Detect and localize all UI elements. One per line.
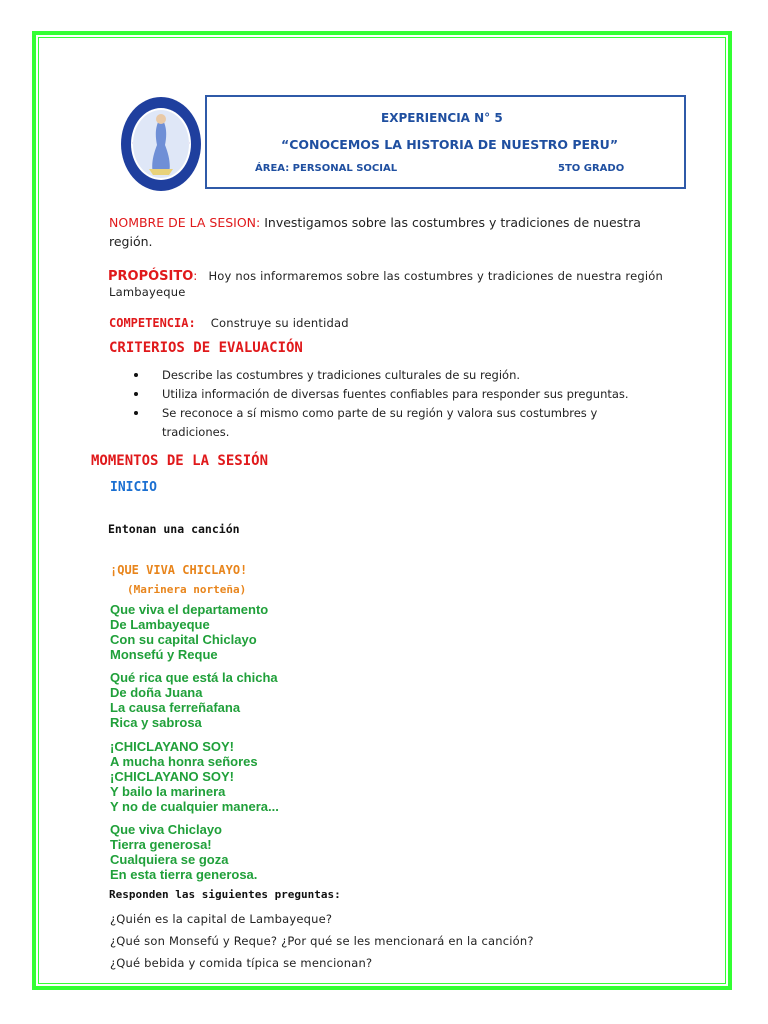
song-line: Y no de cualquier manera...: [110, 799, 279, 814]
purpose-label: PROPÓSITO: [108, 269, 194, 284]
song-line: La causa ferreñafana: [110, 700, 241, 715]
questions-title: Responden las siguientes preguntas:: [109, 888, 341, 901]
purpose: [108, 265, 663, 284]
moments-title: MOMENTOS DE LA SESIÓN: [91, 453, 269, 469]
session-header-box: [205, 95, 686, 189]
criteria-list: [134, 366, 694, 442]
list-item: Describe las costumbres y tradiciones culturales de su región.: [134, 366, 694, 385]
song-line: Con su capital Chiclayo: [110, 632, 257, 647]
song-stanza-3: [110, 739, 279, 814]
competence-label: COMPETENCIA:: [109, 316, 196, 330]
song-stanza-4: [110, 822, 257, 882]
session-name-label: NOMBRE DE LA SESION:: [109, 215, 261, 230]
song-line: Cualquiera se goza: [110, 852, 229, 867]
school-seal-logo: [119, 95, 203, 193]
purpose-colon: :: [193, 269, 198, 283]
grade-label: 5TO GRADO: [558, 163, 625, 174]
song-stanza-1: [110, 602, 268, 662]
question-item: ¿Qué son Monsefú y Reque? ¿Por qué se les mencionará en la canción?: [110, 934, 534, 948]
purpose-value-cont: Lambayeque: [109, 285, 186, 299]
question-item: ¿Qué bebida y comida típica se mencionan?: [110, 956, 373, 970]
session-name-value: Investigamos sobre las costumbres y tradiciones de nuestra: [264, 215, 641, 230]
bullet-icon: [134, 411, 138, 415]
start-heading: INICIO: [110, 480, 157, 495]
song-line: Que viva Chiclayo: [110, 822, 222, 837]
song-line: Tierra generosa!: [110, 837, 212, 852]
bullet-icon: [134, 392, 138, 396]
song-line: Monsefú y Reque: [110, 647, 218, 662]
song-title: ¡QUE VIVA CHICLAYO!: [110, 563, 248, 577]
song-subtitle: (Marinera norteña): [127, 583, 247, 596]
bullet-icon: [134, 373, 138, 377]
song-line: A mucha honra señores: [110, 754, 258, 769]
competence-value: Construye su identidad: [210, 316, 349, 330]
list-item: Se reconoce a sí mismo como parte de su región y valora sus costumbres y tradiciones.: [134, 404, 632, 442]
area-label: ÁREA: PERSONAL SOCIAL: [255, 163, 398, 174]
song-line: ¡CHICLAYANO SOY!: [110, 769, 235, 784]
experience-number: EXPERIENCIA N° 5: [381, 111, 503, 125]
purpose-value: Hoy nos informaremos sobre las costumbres y tradiciones de nuestra región: [208, 269, 663, 283]
song-line: En esta tierra generosa.: [110, 867, 258, 882]
session-name-cont: región.: [109, 234, 153, 249]
experience-title: “CONOCEMOS LA HISTORIA DE NUESTRO PERU”: [281, 137, 619, 152]
song-stanza-2: [110, 670, 278, 730]
song-line: Rica y sabrosa: [110, 715, 202, 730]
song-line: De Lambayeque: [110, 617, 210, 632]
song-line: De doña Juana: [110, 685, 203, 700]
question-item: ¿Quién es la capital de Lambayeque?: [110, 912, 333, 926]
criteria-title: CRITERIOS DE EVALUACIÓN: [109, 340, 303, 356]
competence: [109, 312, 349, 331]
song-line: Que viva el departamento: [110, 602, 269, 617]
song-line: ¡CHICLAYANO SOY!: [110, 739, 235, 754]
intro-text: Entonan una canción: [108, 522, 240, 536]
list-item: Utiliza información de diversas fuentes confiables para responder sus preguntas.: [134, 385, 694, 404]
song-line: Qué rica que está la chicha: [110, 670, 278, 685]
session-name: [109, 215, 641, 230]
song-line: Y bailo la marinera: [110, 784, 226, 799]
